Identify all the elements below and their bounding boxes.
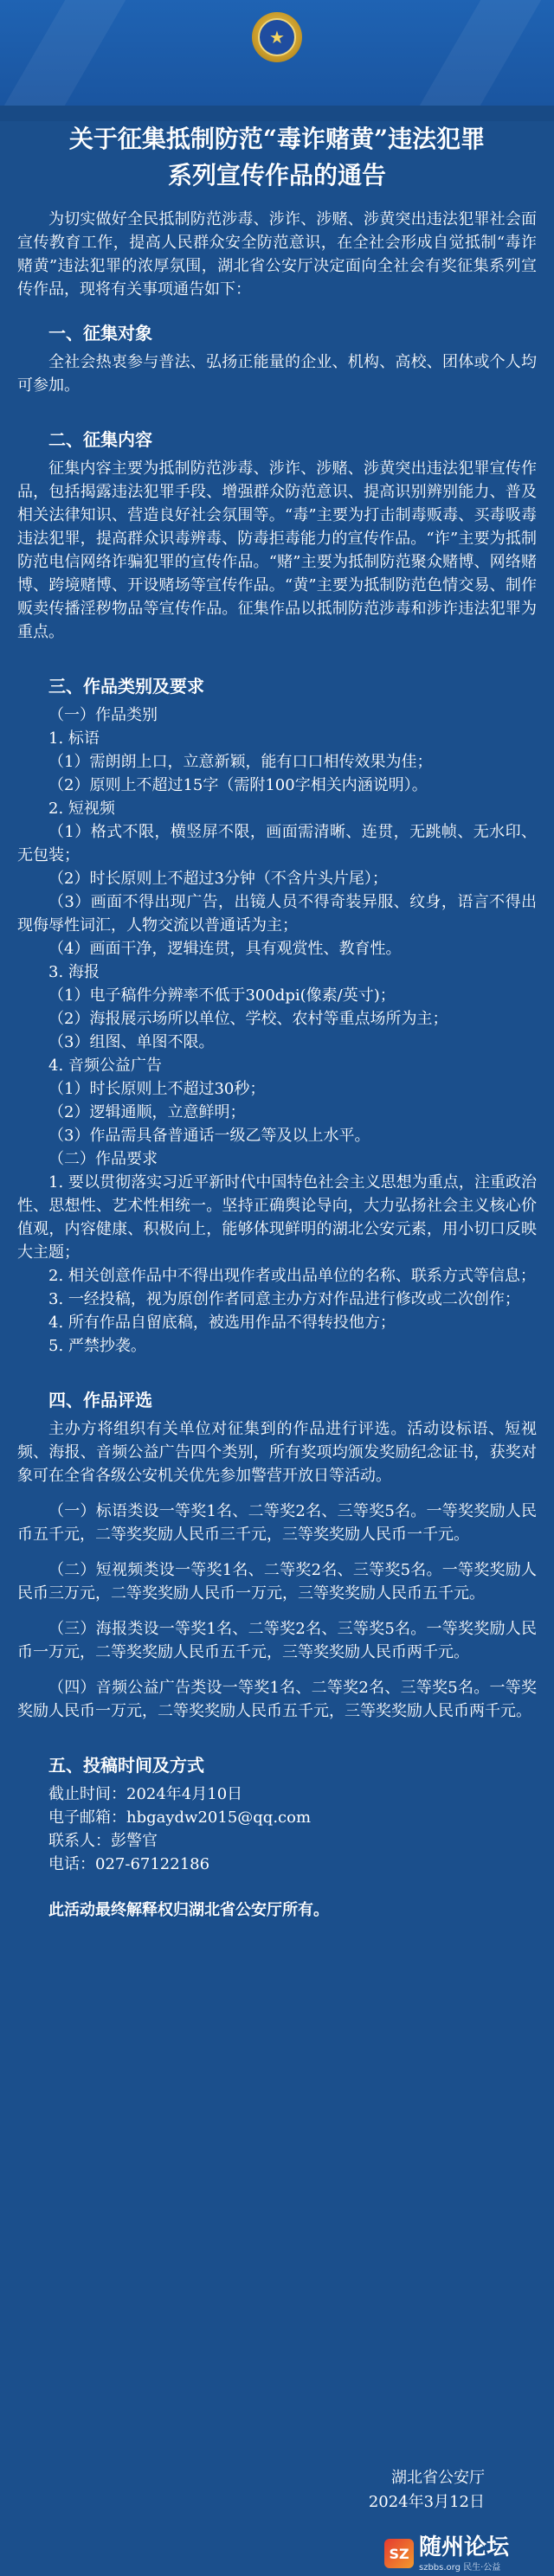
contact-text: 联系人：彭警官 xyxy=(48,1832,158,1850)
police-emblem-icon: ★ xyxy=(252,12,302,62)
list-item: （2）时长原则上不超过3分钟（不含片头片尾）； xyxy=(48,870,388,888)
title-line-2: 系列宣传作品的通告 xyxy=(167,161,386,190)
list-item: （2）海报展示场所以单位、学校、农村等重点场所为主； xyxy=(48,1010,448,1028)
section-5-heading: 五、投稿时间及方式 xyxy=(48,1755,204,1776)
banner-decoration xyxy=(420,0,541,106)
category-slogan: 1. 标语 xyxy=(48,729,100,748)
header-stripe xyxy=(0,106,554,121)
list-item: （1）需朗朗上口，立意新颖，能有口口相传效果为佳； xyxy=(48,753,433,771)
list-item: 2. 相关创意作品中不得出现作者或出品单位的名称、联系方式等信息； xyxy=(48,1267,536,1285)
email-text: 电子邮箱：hbgaydw2015@qq.com xyxy=(48,1808,312,1827)
section-4-heading: 四、作品评选 xyxy=(48,1390,152,1410)
header-banner xyxy=(0,0,554,106)
list-item: （2）原则上不超过15字（需附100字相关内涵说明）。 xyxy=(48,776,428,794)
list-item: 5. 严禁抄袭。 xyxy=(48,1337,146,1355)
list-item: （1）电子稿件分辨率不低于300dpi(像素/英寸)； xyxy=(48,986,396,1005)
award-item: （三）海报类设一等奖1名、二等奖2名、三等奖5名。一等奖奖励人民币一万元，二等奖奖励人民币五千元，三等奖奖励人民币两千元。 xyxy=(17,1620,537,1661)
final-note: 此活动最终解释权归湖北省公安厅所有。 xyxy=(48,1901,329,1919)
category-short-video: 2. 短视频 xyxy=(48,800,115,818)
signature-date: 2024年3月12日 xyxy=(368,2493,485,2511)
list-item: （1）格式不限，横竖屏不限，画面需清晰、连贯，无跳帧、无水印、无包装； xyxy=(17,823,537,864)
award-item: （一）标语类设一等奖1名、二等奖2名、三等奖5名。一等奖奖励人民币五千元，二等奖奖励人民币三千元，三等奖奖励人民币一千元。 xyxy=(17,1502,537,1544)
site-logo-icon: SZ xyxy=(384,2539,414,2568)
section-3-heading: 三、作品类别及要求 xyxy=(48,676,204,697)
section-1-text: 全社会热衷参与普法、弘扬正能量的企业、机构、高校、团体或个人均可参加。 xyxy=(17,353,537,395)
site-watermark xyxy=(384,2535,549,2572)
page-title xyxy=(17,121,537,194)
section-1-heading: 一、征集对象 xyxy=(48,323,152,344)
category-poster: 3. 海报 xyxy=(48,963,100,981)
section-4-text: 主办方将组织有关单位对征集到的作品进行评选。活动设标语、短视频、海报、音频公益广告四个类别，所有奖项均颁发奖励纪念证书，获奖对象可在全省各级公安机关优先参加警营开放日等活动。 xyxy=(17,1420,537,1485)
list-item: 1. 要以贯彻落实习近平新时代中国特色社会主义思想为重点，注重政治性、思想性、艺术性相统一。坚持正确舆论导向，大力弘扬社会主义核心价值观，内容健康、积极向上，能够体现鲜明的湖北公安元素，用小切口反映大主题； xyxy=(17,1173,537,1262)
list-item: 4. 所有作品自留底稿，被选用作品不得转投他方； xyxy=(48,1314,396,1332)
notice-body xyxy=(17,208,537,1922)
watermark-url: szbbs.org 民生·公益 xyxy=(419,2562,501,2573)
list-item: （1）时长原则上不超过30秒； xyxy=(48,1080,266,1098)
watermark-name: 随州论坛 xyxy=(419,2534,510,2560)
list-item: （3）作品需具备普通话一级乙等及以上水平。 xyxy=(48,1127,370,1145)
category-audio-ad: 4. 音频公益广告 xyxy=(48,1057,162,1075)
phone-text: 电话：027-67122186 xyxy=(48,1855,210,1873)
intro-paragraph: 为切实做好全民抵制防范涉毒、涉诈、涉赌、涉黄突出违法犯罪社会面宣传教育工作，提高人民群众安全防范意识，在全社会形成自觉抵制“毒诈赌黄”违法犯罪的浓厚氛围，湖北省公安厅决定面向全社会有奖征集系列宣传作品，现将有关事项通告如下： xyxy=(17,210,537,299)
award-item: （二）短视频类设一等奖1名、二等奖2名、三等奖5名。一等奖奖励人民币三万元，二等奖奖励人民币一万元，三等奖奖励人民币五千元。 xyxy=(17,1561,537,1603)
list-item: （3）画面不得出现广告，出镜人员不得奇装异服、纹身，语言不得出现侮辱性词汇，人物交流以普通话为主； xyxy=(17,893,537,935)
subheading-categories: （一）作品类别 xyxy=(48,706,158,724)
signature-block xyxy=(17,2466,537,2515)
award-item: （四）音频公益广告类设一等奖1名、二等奖2名、三等奖5名。一等奖奖励人民币一万元，二等奖奖励人民币五千元，三等奖奖励人民币两千元。 xyxy=(17,1679,537,1720)
title-line-1: 关于征集抵制防范“毒诈赌黄”违法犯罪 xyxy=(68,125,486,153)
deadline-text: 截止时间：2024年4月10日 xyxy=(48,1785,243,1803)
list-item: （2）逻辑通顺，立意鲜明； xyxy=(48,1103,246,1121)
section-2-text: 征集内容主要为抵制防范涉毒、涉诈、涉赌、涉黄突出违法犯罪宣传作品，包括揭露违法犯罪手段、增强群众防范意识、提高识别辨别能力、普及相关法律知识、营造良好社会氛围等。“毒”主要为打击制毒贩毒、买毒吸毒违法犯罪，提高群众识毒辨毒、防毒拒毒能力的宣传作品。“诈”主要为抵制防范电信网络诈骗犯罪的宣传作品。“赌”主要为抵制防范聚众赌博、网络赌博、跨境赌博、开设赌场等宣传作品。“黄”主要为抵制防范色情交易、制作贩卖传播淫秽物品等宣传作品。征集作品以抵制防范涉毒和涉诈违法犯罪为重点。 xyxy=(17,459,537,641)
list-item: （4）画面干净，逻辑连贯，具有观赏性、教育性。 xyxy=(48,940,402,958)
list-item: 3. 一经投稿，视为原创作者同意主办方对作品进行修改或二次创作； xyxy=(48,1290,520,1308)
banner-decoration xyxy=(4,0,126,106)
list-item: （3）组图、单图不限。 xyxy=(48,1033,215,1051)
section-2-heading: 二、征集内容 xyxy=(48,429,152,450)
subheading-requirements: （二）作品要求 xyxy=(48,1150,158,1168)
signature-org: 湖北省公安厅 xyxy=(391,2469,485,2487)
